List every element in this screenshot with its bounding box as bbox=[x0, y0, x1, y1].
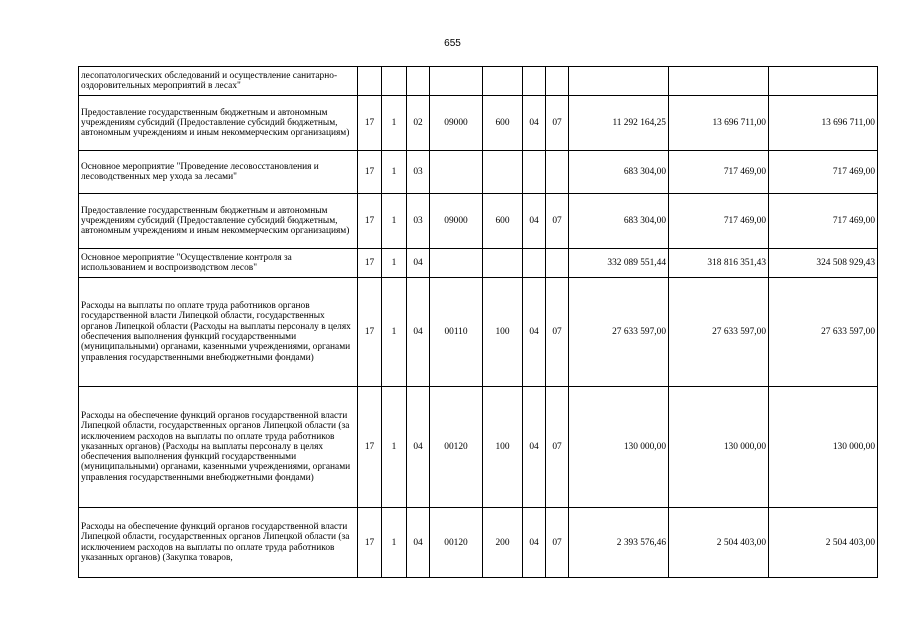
amount-year1-cell: 11 292 164,25 bbox=[569, 96, 669, 151]
subsection-cell: 07 bbox=[546, 194, 569, 249]
section-cell bbox=[523, 67, 546, 96]
program-code-cell: 1 bbox=[382, 151, 407, 194]
admin-code-cell bbox=[358, 67, 382, 96]
admin-code-cell: 17 bbox=[358, 249, 382, 278]
amount-year1-cell: 130 000,00 bbox=[569, 387, 669, 508]
subsection-cell bbox=[546, 151, 569, 194]
program-code-cell: 1 bbox=[382, 387, 407, 508]
section-cell: 04 bbox=[523, 278, 546, 387]
program-code-cell: 1 bbox=[382, 96, 407, 151]
subsection-cell: 07 bbox=[546, 508, 569, 578]
admin-code-cell: 17 bbox=[358, 151, 382, 194]
direction-code-cell: 00110 bbox=[430, 278, 483, 387]
expense-type-cell: 100 bbox=[483, 387, 523, 508]
subprogram-code-cell: 02 bbox=[407, 96, 430, 151]
direction-code-cell: 00120 bbox=[430, 387, 483, 508]
expense-type-cell: 200 bbox=[483, 508, 523, 578]
table-row bbox=[79, 67, 878, 96]
amount-year3-cell: 324 508 929,43 bbox=[769, 249, 878, 278]
admin-code-cell: 17 bbox=[358, 96, 382, 151]
amount-year3-cell: 2 504 403,00 bbox=[769, 508, 878, 578]
subsection-cell bbox=[546, 67, 569, 96]
expense-type-cell bbox=[483, 67, 523, 96]
amount-year1-cell: 683 304,00 bbox=[569, 194, 669, 249]
amount-year3-cell: 717 469,00 bbox=[769, 194, 878, 249]
admin-code-cell: 17 bbox=[358, 278, 382, 387]
expense-type-cell: 100 bbox=[483, 278, 523, 387]
section-cell bbox=[523, 249, 546, 278]
section-cell bbox=[523, 151, 546, 194]
program-code-cell: 1 bbox=[382, 508, 407, 578]
subsection-cell bbox=[546, 249, 569, 278]
amount-year2-cell: 717 469,00 bbox=[669, 151, 769, 194]
direction-code-cell bbox=[430, 249, 483, 278]
subsection-cell: 07 bbox=[546, 96, 569, 151]
subsection-cell: 07 bbox=[546, 278, 569, 387]
subprogram-code-cell: 04 bbox=[407, 249, 430, 278]
admin-code-cell: 17 bbox=[358, 387, 382, 508]
amount-year1-cell: 2 393 576,46 bbox=[569, 508, 669, 578]
amount-year1-cell bbox=[569, 67, 669, 96]
description-cell: Основное мероприятие "Осуществление контроля за использованием и воспроизводством лесов" bbox=[79, 249, 358, 278]
description-cell: Расходы на обеспечение функций органов государственной власти Липецкой области, государственных органов Липецкой области (за исключением расходов на выплаты по оплате труда работников указанных органов) (Закупка товаров, bbox=[79, 508, 358, 578]
program-code-cell bbox=[382, 67, 407, 96]
program-code-cell: 1 bbox=[382, 278, 407, 387]
budget-table bbox=[78, 66, 878, 578]
program-code-cell: 1 bbox=[382, 249, 407, 278]
expense-type-cell bbox=[483, 249, 523, 278]
amount-year2-cell: 717 469,00 bbox=[669, 194, 769, 249]
section-cell: 04 bbox=[523, 194, 546, 249]
amount-year2-cell: 318 816 351,43 bbox=[669, 249, 769, 278]
description-cell: Предоставление государственным бюджетным и автономным учреждениям субсидий (Предоставление субсидий бюджетным, автономным учреждениям и иным некоммерческим организациям) bbox=[79, 194, 358, 249]
table-row bbox=[79, 249, 878, 278]
subprogram-code-cell bbox=[407, 67, 430, 96]
amount-year2-cell: 2 504 403,00 bbox=[669, 508, 769, 578]
subsection-cell: 07 bbox=[546, 387, 569, 508]
description-cell: Расходы на выплаты по оплате труда работников органов государственной власти Липецкой области, государственных органов Липецкой области (Расходы на выплаты персоналу в целях обеспечения выполнения функций государственными (муниципальными) органами, казенными учреждениями, органами управления государственными внебюджетными фондами) bbox=[79, 278, 358, 387]
amount-year3-cell bbox=[769, 67, 878, 96]
table-row bbox=[79, 151, 878, 194]
description-cell: лесопатологических обследований и осуществление санитарно-оздоровительных мероприятий в лесах" bbox=[79, 67, 358, 96]
section-cell: 04 bbox=[523, 387, 546, 508]
amount-year1-cell: 332 089 551,44 bbox=[569, 249, 669, 278]
amount-year3-cell: 130 000,00 bbox=[769, 387, 878, 508]
direction-code-cell: 09000 bbox=[430, 194, 483, 249]
page-number: 655 bbox=[444, 38, 461, 49]
section-cell: 04 bbox=[523, 96, 546, 151]
subprogram-code-cell: 04 bbox=[407, 508, 430, 578]
admin-code-cell: 17 bbox=[358, 508, 382, 578]
table-row bbox=[79, 96, 878, 151]
expense-type-cell: 600 bbox=[483, 194, 523, 249]
table-row bbox=[79, 278, 878, 387]
subprogram-code-cell: 04 bbox=[407, 278, 430, 387]
admin-code-cell: 17 bbox=[358, 194, 382, 249]
program-code-cell: 1 bbox=[382, 194, 407, 249]
expense-type-cell bbox=[483, 151, 523, 194]
amount-year3-cell: 13 696 711,00 bbox=[769, 96, 878, 151]
direction-code-cell bbox=[430, 67, 483, 96]
section-cell: 04 bbox=[523, 508, 546, 578]
table-row bbox=[79, 194, 878, 249]
amount-year2-cell: 130 000,00 bbox=[669, 387, 769, 508]
subprogram-code-cell: 03 bbox=[407, 194, 430, 249]
description-cell: Основное мероприятие "Проведение лесовосстановления и лесоводственных мер ухода за лесами" bbox=[79, 151, 358, 194]
amount-year3-cell: 27 633 597,00 bbox=[769, 278, 878, 387]
expense-type-cell: 600 bbox=[483, 96, 523, 151]
amount-year2-cell: 27 633 597,00 bbox=[669, 278, 769, 387]
amount-year3-cell: 717 469,00 bbox=[769, 151, 878, 194]
amount-year2-cell: 13 696 711,00 bbox=[669, 96, 769, 151]
amount-year1-cell: 27 633 597,00 bbox=[569, 278, 669, 387]
direction-code-cell bbox=[430, 151, 483, 194]
direction-code-cell: 09000 bbox=[430, 96, 483, 151]
subprogram-code-cell: 04 bbox=[407, 387, 430, 508]
amount-year1-cell: 683 304,00 bbox=[569, 151, 669, 194]
amount-year2-cell bbox=[669, 67, 769, 96]
table-row bbox=[79, 387, 878, 508]
table-row bbox=[79, 508, 878, 578]
subprogram-code-cell: 03 bbox=[407, 151, 430, 194]
description-cell: Предоставление государственным бюджетным и автономным учреждениям субсидий (Предоставление субсидий бюджетным, автономным учреждениям и иным некоммерческим организациям) bbox=[79, 96, 358, 151]
description-cell: Расходы на обеспечение функций органов государственной власти Липецкой области, государственных органов Липецкой области (за исключением расходов на выплаты по оплате труда работников указанных органов) (Расходы на выплаты персоналу в целях обеспечения выполнения функций государственными (муниципальными) органами, казенными учреждениями, органами управления государственными внебюджетными фондами) bbox=[79, 387, 358, 508]
direction-code-cell: 00120 bbox=[430, 508, 483, 578]
